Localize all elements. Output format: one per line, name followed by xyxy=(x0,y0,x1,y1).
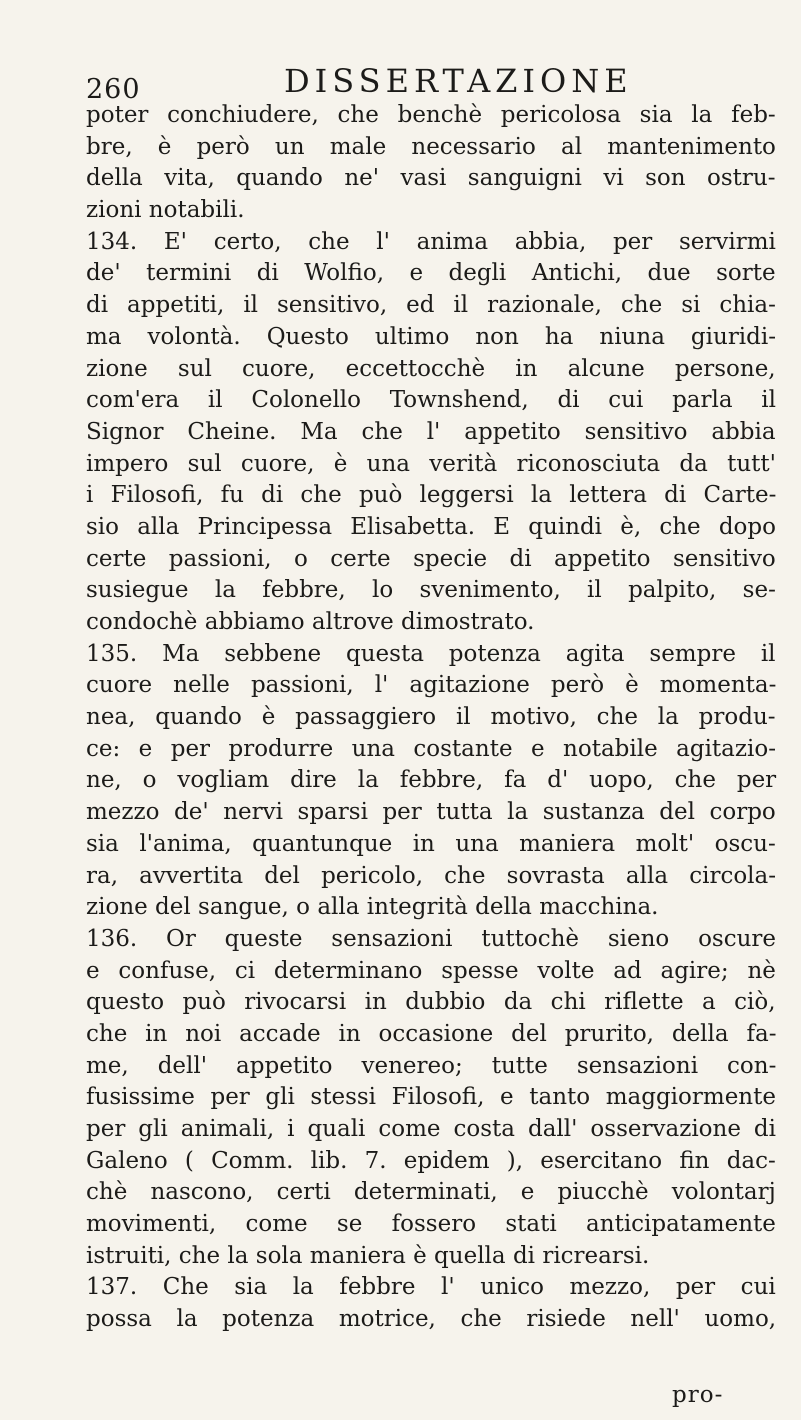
text-line: chè nascono, certi determinati, e piucchè volontarj xyxy=(86,1179,776,1206)
text-line: ra, avvertita del pericolo, che sovrasta alla circola- xyxy=(86,862,777,889)
text-line: possa la potenza motrice, che risiede nell' uomo, xyxy=(86,1306,777,1333)
text-line: 135. Ma sebbene questa potenza agita sempre il xyxy=(86,640,776,667)
text-line: nea, quando è passaggiero il motivo, che la produ- xyxy=(86,704,776,731)
text-line: condochè abbiamo altrove dimostrato. xyxy=(86,609,535,635)
text-line: zione sul cuore, eccettocchè in alcune persone, xyxy=(86,355,776,382)
text-line: che in noi accade in occasione del prurito, della fa- xyxy=(86,1020,777,1047)
text-line: ce: e per produrre una costante e notabile agitazio- xyxy=(86,735,776,762)
page-header xyxy=(86,62,776,105)
text-line: ma volontà. Questo ultimo non ha niuna giuridi- xyxy=(86,323,777,350)
text-line: zioni notabili. xyxy=(86,197,245,224)
text-line: sio alla Principessa Elisabetta. E quindi è, che dopo xyxy=(86,513,776,540)
text-line: poter conchiudere, che benchè pericolosa sia la feb- xyxy=(86,102,776,128)
catchword: pro- xyxy=(672,1382,724,1408)
text-line: bre, è però un male necessario al mantenimento xyxy=(86,133,776,160)
text-line: 136. Or queste sensazioni tuttochè sieno oscure xyxy=(86,925,777,952)
text-line: sia l'anima, quantunque in una maniera molt' oscu- xyxy=(86,830,776,857)
text-line: i Filosofi, fu di che può leggersi la lettera di Carte- xyxy=(86,482,777,509)
page-number: 260 xyxy=(86,74,141,105)
text-line: susiegue la febbre, lo svenimento, il palpito, se- xyxy=(86,577,776,604)
text-line: per gli animali, i quali come costa dall' osservazione di xyxy=(86,1116,777,1142)
text-line: de' termini di Wolfio, e degli Antichi, due sorte xyxy=(86,260,776,287)
text-line: e confuse, ci determinano spesse volte ad agire; nè xyxy=(86,957,776,984)
text-line: movimenti, come se fossero stati anticipatamente xyxy=(86,1211,776,1238)
text-line: impero sul cuore, è una verità riconosciuta da tutt' xyxy=(86,450,776,477)
text-line: della vita, quando ne' vasi sanguigni vi son ostru- xyxy=(86,165,776,192)
text-line: istruiti, che la sola maniera è quella di ricrearsi. xyxy=(86,1242,650,1269)
text-line: certe passioni, o certe specie di appetito sensitivo xyxy=(86,545,776,572)
text-line: fusissime per gli stessi Filosofi, e tanto maggiormente xyxy=(86,1084,776,1111)
text-line: di appetiti, il sensitivo, ed il razionale, che si chia- xyxy=(86,292,776,319)
text-line: Signor Cheine. Ma che l' appetito sensitivo abbia xyxy=(86,418,776,445)
text-line: 137. Che sia la febbre l' unico mezzo, per cui xyxy=(86,1274,776,1301)
text-line: com'era il Colonello Townshend, di cui parla il xyxy=(86,387,777,414)
text-line: cuore nelle passioni, l' agitazione però è momenta- xyxy=(86,672,777,699)
text-line: 134. E' certo, che l' anima abbia, per servirmi xyxy=(86,228,776,255)
text-line: mezzo de' nervi sparsi per tutta la sustanza del corpo xyxy=(86,799,776,826)
text-line: zione del sangue, o alla integrità della macchina. xyxy=(86,894,659,921)
text-line: me, dell' appetito venereo; tutte sensazioni con- xyxy=(86,1052,777,1079)
running-title: DISSERTAZIONE xyxy=(284,62,633,100)
text-line: questo può rivocarsi in dubbio da chi riflette a ciò, xyxy=(86,989,776,1016)
text-line: ne, o vogliam dire la febbre, fa d' uopo, che per xyxy=(86,767,777,794)
body-text xyxy=(86,100,776,1336)
text-line: Galeno ( Comm. lib. 7. epidem ), esercitano fin dac- xyxy=(86,1147,776,1174)
